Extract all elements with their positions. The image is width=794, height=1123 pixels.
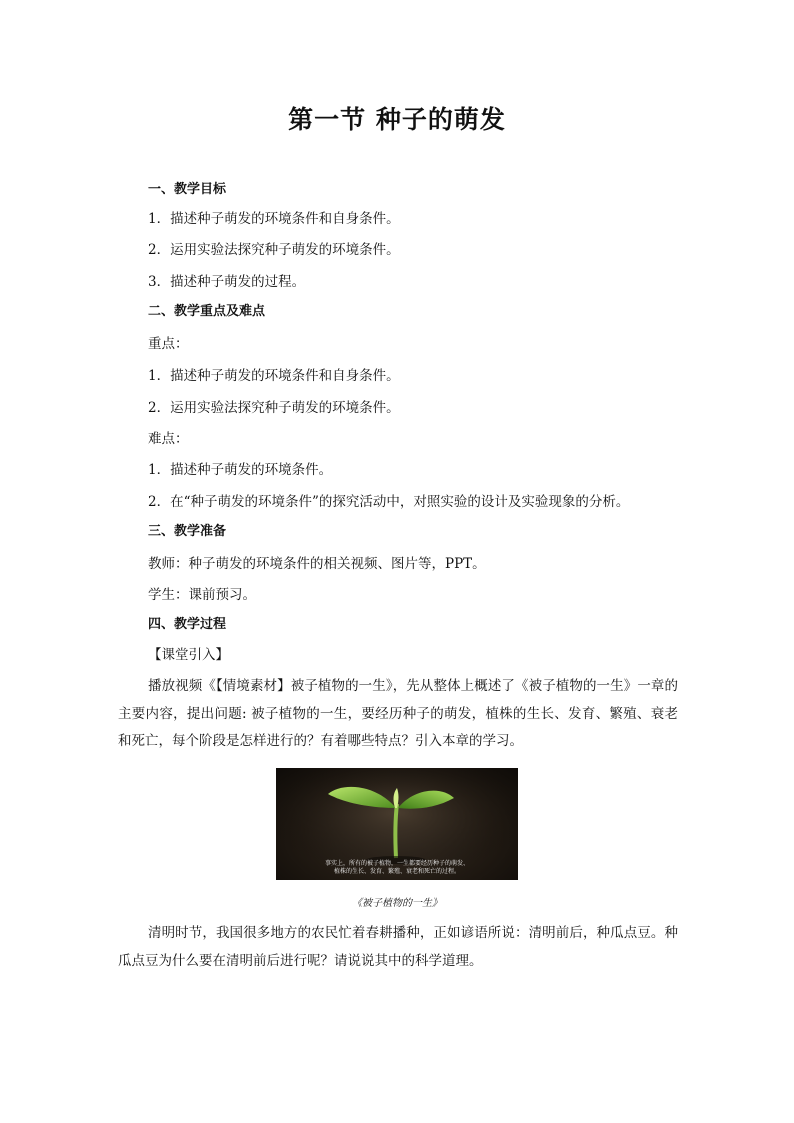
- section-heading: 四、教学过程: [148, 617, 227, 632]
- section-heading: 一、教学目标: [148, 182, 227, 197]
- video-subtitle-1: 事实上，所有的被子植物，一生都要经历种子的萌发、: [324, 860, 469, 867]
- text-line: 1．描述种子萌发的环境条件和自身条件。: [148, 211, 400, 227]
- text-line: 1．描述种子萌发的环境条件和自身条件。: [148, 368, 400, 384]
- page-title: 第一节 种子的萌发: [288, 105, 506, 134]
- qingming-paragraph: 清明时节，我国很多地方的农民忙着春耕播种，正如谚语所说：清明前后，种瓜点豆。种瓜点豆为什么要在清明前后进行呢？请说说其中的科学道理。: [118, 925, 678, 969]
- text-line: 【课堂引入】: [148, 647, 229, 663]
- text-line: 难点：: [148, 431, 189, 447]
- text-line: 3．描述种子萌发的过程。: [148, 274, 306, 290]
- intro-paragraph: 播放视频《【情境素材】被子植物的一生》，先从整体上概述了《被子植物的一生》一章的主要内容，提出问题: 被子植物的一生，要经历种子的萌发，植株的生长、发育、繁殖、衰老和死亡，每个阶段是怎样进行的？有着哪些特点？引入本章的学习。: [118, 678, 678, 749]
- text-line: 2．在“种子萌发的环境条件”的探究活动中，对照实验的设计及实验现象的分析。: [148, 494, 630, 510]
- text-line: 2．运用实验法探究种子萌发的环境条件。: [148, 242, 400, 258]
- text-line: 教师：种子萌发的环境条件的相关视频、图片等，PPT。: [148, 556, 486, 572]
- video-subtitle-2: 植株的生长、发育、繁殖、衰老和死亡的过程。: [333, 868, 460, 875]
- seedling-video-still: [276, 768, 518, 880]
- text-line: 2．运用实验法探究种子萌发的环境条件。: [148, 400, 400, 416]
- figure-caption: 《被子植物的一生》: [352, 898, 442, 909]
- text-line: 学生：课前预习。: [148, 587, 256, 603]
- text-line: 重点：: [148, 336, 189, 352]
- text-line: 1．描述种子萌发的环境条件。: [148, 462, 333, 478]
- section-heading: 二、教学重点及难点: [148, 304, 266, 319]
- section-heading: 三、教学准备: [148, 524, 227, 539]
